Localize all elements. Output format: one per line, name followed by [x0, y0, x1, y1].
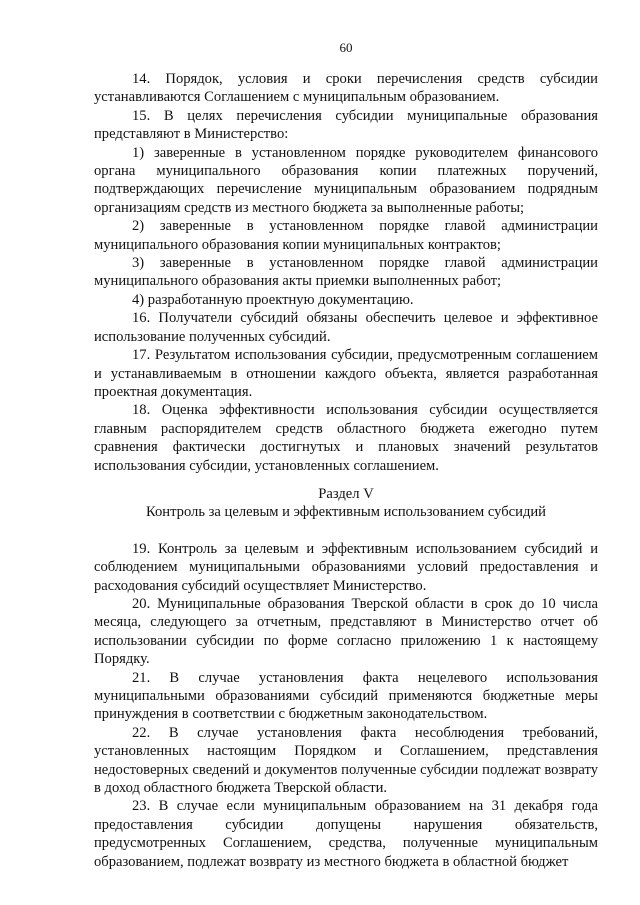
paragraph-15-item-1: 1) заверенные в установленном порядке руководителем финансового органа муниципального образования копии платежных поручений, подтверждающих перечисление муниципальным образованием подрядным организациям средств из местного бюджета за выполненные работы; [94, 144, 598, 216]
section-title: Раздел V [318, 485, 374, 502]
document-page [94, 40, 598, 871]
paragraph-18: 18. Оценка эффективности использования субсидии осуществляется главным распорядителем средств областного бюджета ежегодно путем сравнения фактически достигнутых и плановых значений результатов использования субсидии, установленных соглашением. [94, 402, 598, 474]
page-number: 60 [339, 40, 353, 55]
paragraph-15-item-4: 4) разработанную проектную документацию. [132, 291, 414, 308]
paragraph-14: 14. Порядок, условия и сроки перечисления средств субсидии устанавливаются Соглашением с муниципальным образованием. [94, 71, 598, 106]
paragraph-15-item-2: 2) заверенные в установленном порядке главой администрации муниципального образования копии муниципальных контрактов; [94, 218, 598, 253]
paragraph-19: 19. Контроль за целевым и эффективным использованием субсидий и соблюдением муниципальными образованиями условий предоставления и расходования субсидий осуществляет Министерство. [94, 540, 598, 594]
paragraph-23: 23. В случае если муниципальным образованием на 31 декабря года предоставления субсидии допущены нарушения обязательств, предусмотренных Соглашением, средства, полученные муниципальным образованием, подлежат возврату из местного бюджета в областной бюджет [94, 798, 598, 870]
paragraph-15: 15. В целях перечисления субсидии муниципальные образования представляют в Министерство: [94, 107, 598, 143]
paragraphs-after-section [94, 540, 598, 871]
paragraph-16: 16. Получатели субсидий обязаны обеспечить целевое и эффективное использование полученных субсидий. [94, 310, 598, 345]
section-subtitle: Контроль за целевым и эффективным использованием субсидий [145, 504, 546, 521]
paragraphs-before-section [94, 70, 598, 475]
paragraph-15-item-3: 3) заверенные в установленном порядке главой администрации муниципального образования акты приемки выполненных работ; [94, 255, 598, 290]
paragraph-21: 21. В случае установления факта нецелевого использования муниципальными образованиями субсидий применяются бюджетные меры принуждения в соответствии с бюджетным законодательством. [94, 669, 598, 723]
paragraph-22: 22. В случае установления факта несоблюдения требований, установленных настоящим Порядком и Соглашением, представления недостоверных сведений и документов полученные субсидии подлежат возврату в доход областного бюджета Тверской области. [94, 724, 598, 797]
paragraph-17: 17. Результатом использования субсидии, предусмотренным соглашением и устанавливаемым в отношении каждого объекта, является разработанная проектная документация. [94, 347, 598, 400]
paragraph-20: 20. Муниципальные образования Тверской области в срок до 10 числа месяца, следующего за отчетным, представляют в Министерство отчет об использовании субсидии по форме согласно приложению 1 к настоящему Порядку. [94, 595, 598, 668]
